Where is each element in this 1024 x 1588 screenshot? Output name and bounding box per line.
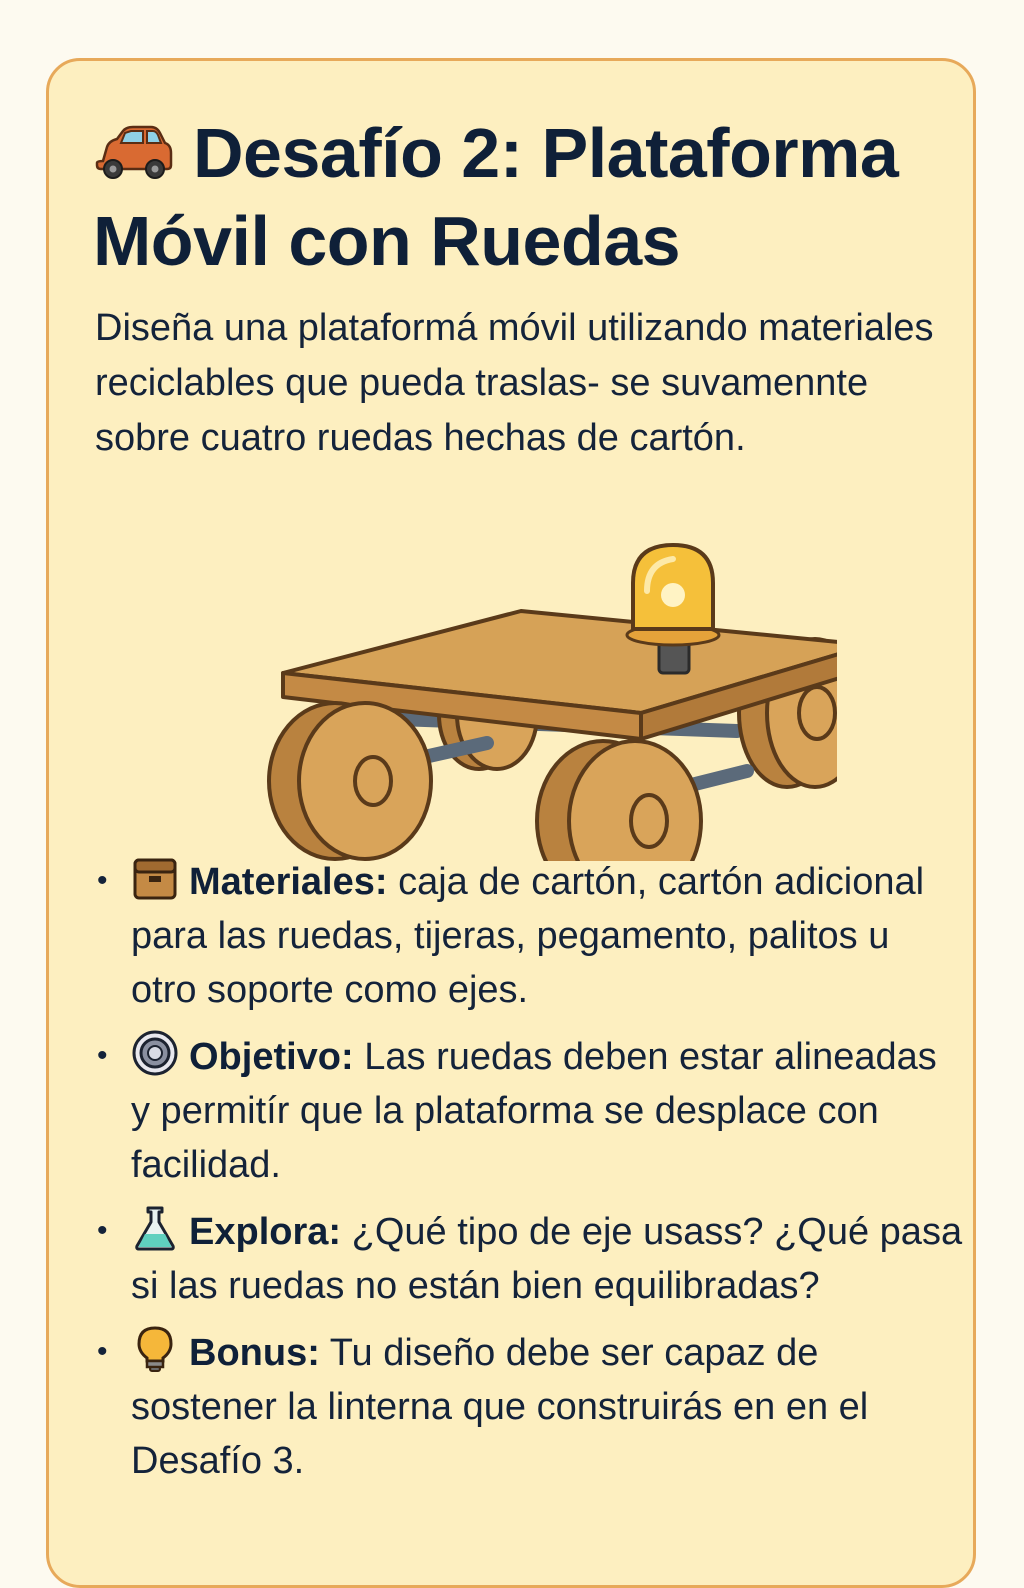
- flask-icon: [131, 1204, 179, 1252]
- bonus-label: Bonus:: [189, 1332, 320, 1374]
- bulb-icon: [131, 1325, 179, 1373]
- challenge-intro: Diseña una plataformá móvil utilizando materiales reciclables que pueda traslas- se suvamennte sobre cuatro ruedas hechas de cartón.: [95, 307, 934, 459]
- objetivo-text: Las ruedas deben estar alineadas y permitír que la plataforma se desplace con facilidad.: [131, 1036, 937, 1186]
- platform-illustration: [217, 481, 837, 861]
- challenge-title: [93, 109, 953, 285]
- list-item-bonus: • Bonus: Tu diseño debe ser capaz de sostener la linterna que construirás en en el Desafío 3.: [95, 1325, 965, 1488]
- box-icon: [131, 854, 179, 902]
- explora-label: Explora:: [189, 1211, 342, 1253]
- challenge-details: [95, 854, 965, 1500]
- list-item-objetivo: • Objetivo: Las ruedas deben estar alineadas y permitír que la plataforma se desplace con facilidad.: [95, 1029, 965, 1192]
- challenge-card: [46, 58, 976, 1588]
- materiales-label: Materiales:: [189, 861, 388, 903]
- bonus-text: Tu diseño debe ser capaz de sostener la linterna que construirás en en el Desafío 3.: [131, 1332, 869, 1482]
- objetivo-label: Objetivo:: [189, 1036, 354, 1078]
- explora-text: ¿Qué tipo de eje usass? ¿Qué pasa si las ruedas no están bien equilibradas?: [131, 1211, 963, 1307]
- challenge-title-text: Desafío 2: Plataforma Móvil con Ruedas: [93, 114, 899, 280]
- target-icon: [131, 1029, 179, 1077]
- wheel-front-left: [269, 703, 431, 859]
- wheel-front-right: [537, 741, 701, 861]
- car-icon: [93, 121, 175, 183]
- list-item-materiales: • Materiales: caja de cartón, cartón adicional para las ruedas, tijeras, pegamento, palitos u otro soporte como ejes.: [95, 854, 965, 1017]
- list-item-explora: • Explora: ¿Qué tipo de eje usass? ¿Qué pasa si las ruedas no están bien equilibradas?: [95, 1204, 965, 1313]
- materiales-text: caja de cartón, cartón adicional para las ruedas, tijeras, pegamento, palitos u otro soporte como ejes.: [131, 861, 925, 1011]
